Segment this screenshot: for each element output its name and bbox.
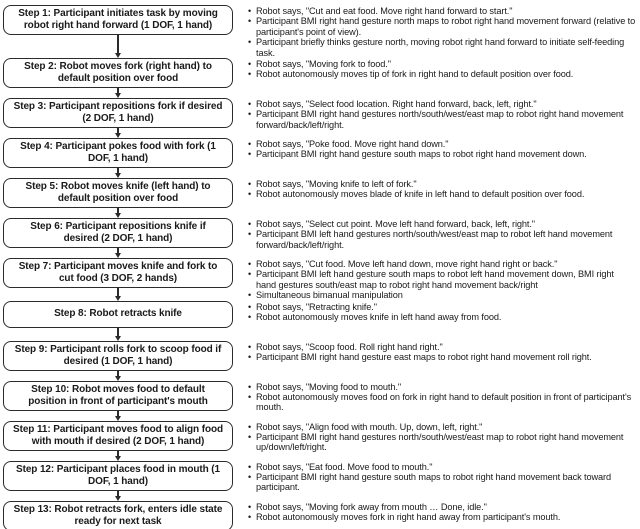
bullet-item: • Participant BMI right hand gesture south maps to robot right hand movement down. [247,149,636,159]
bullet-list [247,342,636,363]
bullet-item: • Participant BMI right hand gestures north/south/west/east map to robot right hand movement forward/back/left/right. [247,109,636,130]
bullet-list [247,139,636,160]
bullet-item: • Participant BMI right hand gesture north maps to robot right hand movement forward (relative to participant's point of view). [247,16,636,37]
step-box [3,258,233,288]
flow-row-step-2 [2,58,638,98]
flow-row-step-1 [2,5,638,58]
step-box [3,301,233,328]
step-box-label: Step 11: Participant moves food to align food with mouth if desired (2 DOF, 1 hand) [13,423,223,447]
bullet-list [247,502,636,523]
step-box-label: Step 8: Robot retracts knife [54,308,182,320]
step-box-label: Step 13: Robot retracts fork, enters idle state ready for next task [13,503,223,527]
bullet-item: • Robot says, "Retracting knife." [247,302,636,312]
bullet-item: • Robot says, "Moving fork away from mouth … Done, idle." [247,502,636,512]
step-column [2,178,234,218]
bullet-list [247,179,636,200]
bullet-item: • Robot says, "Select cut point. Move left hand forward, back, left, right." [247,219,636,229]
bullet-list [247,259,636,301]
step-notes [234,381,638,421]
bullet-item: • Participant briefly thinks gesture north, moving robot right hand forward to initiate self-feeding task. [247,37,636,58]
flow-row-step-7 [2,258,638,301]
bullet-item: • Participant BMI left hand gestures north/south/west/east map to robot left hand movement forward/back/left/right. [247,229,636,250]
step-box [3,5,233,35]
down-arrow-icon [115,248,121,258]
bullet-item: • Robot autonomously moves fork in right hand away from participant's mouth. [247,512,636,522]
step-box-label: Step 7: Participant moves knife and fork to cut food (3 DOF, 2 hands) [18,261,218,285]
down-arrow-icon [115,88,121,98]
down-arrow-icon [115,168,121,178]
bullet-item: • Participant BMI right hand gesture south maps to robot right hand movement back toward participant. [247,472,636,493]
bullet-item: • Robot says, "Cut food. Move left hand down, move right hand right or back." [247,259,636,269]
step-box-label: Step 1: Participant initiates task by moving robot right hand forward (1 DOF, 1 hand) [18,8,218,31]
flow-row-step-4 [2,138,638,178]
step-box [3,501,233,529]
down-arrow-icon [115,208,121,218]
arrow-shaft [117,288,119,296]
flow-row-step-13 [2,501,638,529]
bullet-list [247,219,636,250]
step-box [3,461,233,491]
step-notes [234,138,638,178]
down-arrow-icon [115,288,121,301]
step-column [2,138,234,178]
step-notes [234,341,638,381]
step-box [3,421,233,451]
step-notes [234,178,638,218]
step-box-label: Step 3: Participant repositions fork if desired (2 DOF, 1 hand) [13,101,223,125]
bullet-list [247,6,636,58]
step-column [2,501,234,529]
bullet-item: • Robot autonomously moves knife in left hand away from food. [247,312,636,322]
step-column [2,218,234,258]
step-column [2,301,234,341]
step-notes [234,58,638,98]
step-box-label: Step 9: Participant rolls fork to scoop food if desired (1 DOF, 1 hand) [14,343,222,367]
step-notes [234,258,638,301]
down-arrow-icon [115,35,121,58]
step-column [2,98,234,138]
bullet-item: • Robot says, "Select food location. Right hand forward, back, left, right." [247,99,636,109]
step-notes [234,461,638,501]
bullet-list [247,99,636,130]
step-box-label: Step 12: Participant places food in mouth (1 DOF, 1 hand) [16,463,220,487]
step-column [2,421,234,461]
step-box-label: Step 5: Robot moves knife (left hand) to default position over food [25,181,211,205]
flow-row-step-8 [2,301,638,341]
bullet-item: • Robot says, "Moving food to mouth." [247,382,636,392]
step-box [3,98,233,128]
step-box-label: Step 10: Robot moves food to default position in front of participant's mouth [28,383,208,407]
down-arrow-icon [115,371,121,381]
step-notes [234,301,638,341]
bullet-item: • Simultaneous bimanual manipulation [247,290,636,300]
flow-row-step-10 [2,381,638,421]
step-box [3,178,233,208]
down-arrow-icon [115,411,121,421]
bullet-item: • Robot says, "Moving fork to food." [247,59,636,69]
down-arrow-icon [115,328,121,341]
arrow-shaft [117,35,119,53]
bullet-item: • Robot autonomously moves blade of knife in left hand to default position over food. [247,189,636,199]
down-arrow-icon [115,451,121,461]
step-box [3,138,233,168]
step-column [2,381,234,421]
step-notes [234,5,638,58]
bullet-item: • Robot says, "Cut and eat food. Move right hand forward to start." [247,6,636,16]
step-box-label: Step 4: Participant pokes food with fork (1 DOF, 1 hand) [20,141,216,165]
bullet-item: • Robot says, "Eat food. Move food to mouth." [247,462,636,472]
step-column [2,461,234,501]
step-box [3,381,233,411]
bullet-list [247,302,636,323]
bullet-list [247,462,636,493]
down-arrow-icon [115,128,121,138]
flow-row-step-3 [2,98,638,138]
step-column [2,5,234,58]
step-column [2,341,234,381]
step-column [2,58,234,98]
step-box [3,58,233,88]
step-notes [234,421,638,461]
bullet-item: • Robot autonomously moves tip of fork in right hand to default position over food. [247,69,636,79]
arrow-shaft [117,328,119,336]
bullet-item: • Robot says, "Poke food. Move right hand down." [247,139,636,149]
step-box [3,218,233,248]
flow-row-step-6 [2,218,638,258]
flow-row-step-9 [2,341,638,381]
flow-row-step-12 [2,461,638,501]
bullet-item: • Robot says, "Moving knife to left of fork." [247,179,636,189]
step-column [2,258,234,301]
flow-row-step-5 [2,178,638,218]
bullet-item: • Robot says, "Scoop food. Roll right hand right." [247,342,636,352]
step-notes [234,501,638,529]
flow-row-step-11 [2,421,638,461]
bullet-list [247,422,636,453]
bullet-item: • Participant BMI right hand gestures north/south/west/east map to robot right hand movement up/down/left/right. [247,432,636,453]
step-notes [234,98,638,138]
down-arrow-icon [115,491,121,501]
step-box-label: Step 2: Robot moves fork (right hand) to default position over food [24,61,212,85]
bullet-item: • Robot says, "Align food with mouth. Up, down, left, right." [247,422,636,432]
step-box-label: Step 6: Participant repositions knife if desired (2 DOF, 1 hand) [30,221,206,245]
step-box [3,341,233,371]
bullet-list [247,59,636,80]
bullet-item: • Participant BMI right hand gesture east maps to robot right hand movement roll right. [247,352,636,362]
bullet-list [247,382,636,413]
bullet-item: • Robot autonomously moves food on fork in right hand to default position in front of participant's mouth. [247,392,636,413]
bullet-item: • Participant BMI left hand gesture south maps to robot left hand movement down, BMI right hand gestures south/east map to robot right hand movement back/right [247,269,636,290]
step-notes [234,218,638,258]
